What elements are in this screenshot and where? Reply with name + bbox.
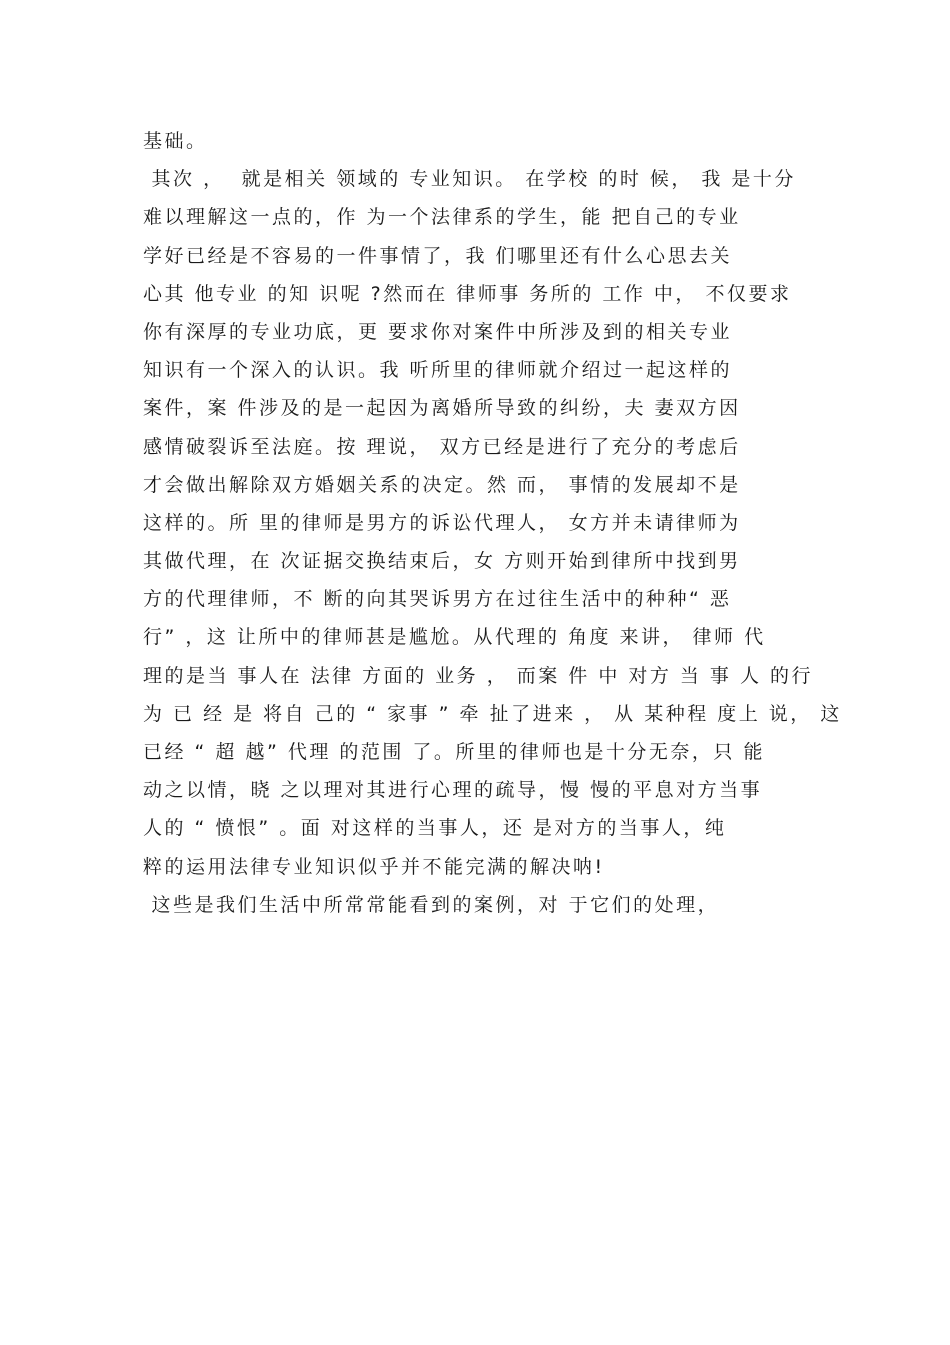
text-line: 难以理解这一点的，作 为一个法律系的学生，能 把自己的专业 [143, 206, 741, 229]
text-line: 理的是当 事人在 法律 方面的 业务 ， 而案 件 中 对方 当 事 人 的行 [143, 664, 814, 687]
text-line: 动之以情，晓 之以理对其进行心理的疏导，慢 慢的平息对方当事 [143, 779, 763, 802]
text-line: 感情破裂诉至法庭。按 理说， 双方已经是进行了充分的考虑后 [143, 435, 741, 458]
text-line: 基础。 [143, 130, 208, 152]
text-line: 这样的。所 里的律师是男方的诉讼代理人， 女方并未请律师为 [143, 511, 741, 534]
text-line: 为 已 经 是 将自 己的 “ 家事 ” 牵 扯了进来 ， 从 某种程 度上 说， 这 [143, 702, 842, 725]
text-line: 知识有一个深入的认识。我 听所里的律师就介绍过一起这样的 [143, 359, 733, 382]
text-line: 其次 ， 就是相关 领域的 专业知识。 在学校 的时 候， 我 是十分 [143, 168, 796, 191]
text-line: 其做代理，在 次证据交换结束后，女 方则开始到律所中找到男 [143, 550, 741, 573]
text-line: 行” ，这 让所中的律师甚是尴尬。从代理的 角度 来讲， 律师 代 [143, 626, 766, 649]
text-line: 心其 他专业 的知 识呢 ?然而在 律师事 务所的 工作 中， 不仅要求 [143, 282, 792, 305]
text-line: 这些是我们生活中所常常能看到的案例，对 于它们的处理， [143, 893, 720, 916]
text-line: 才会做出解除双方婚姻关系的决定。然 而， 事情的发展却不是 [143, 473, 741, 496]
text-line: 案件，案 件涉及的是一起因为离婚所导致的纠纷，夫 妻双方因 [143, 397, 741, 420]
text-line: 人的 “ 愤恨” 。面 对这样的当事人，还 是对方的当事人，纯 [143, 817, 727, 840]
body-text [143, 122, 842, 924]
text-line: 方的代理律师，不 断的向其哭诉男方在过往生活中的种种“ 恶 [143, 588, 732, 611]
text-line: 你有深厚的专业功底，更 要求你对案件中所涉及到的相关专业 [143, 320, 733, 343]
text-line: 粹的运用法律专业知识似乎并不能完满的解决呐! [143, 855, 605, 878]
text-line: 已经 “ 超 越” 代理 的范围 了。所里的律师也是十分无奈，只 能 [143, 741, 765, 763]
text-line: 学好已经是不容易的一件事情了，我 们哪里还有什么心思去关 [143, 244, 733, 267]
